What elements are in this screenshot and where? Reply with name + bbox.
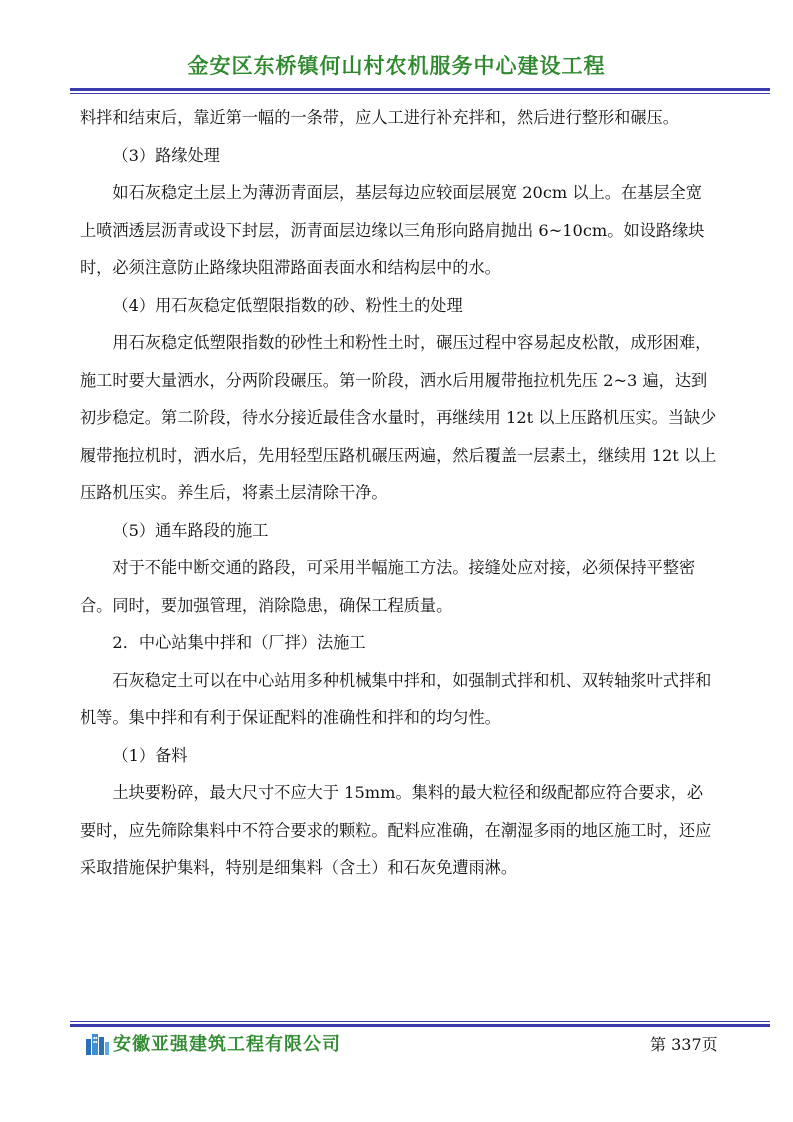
body-paragraph: 石灰稳定土可以在中心站用多种机械集中拌和，如强制式拌和机、双转轴浆叶式拌和机等。集中拌和有利于保证配料的准确性和拌和的均匀性。 [80,670,712,727]
body-paragraph: （3）路缘处理 [112,145,220,165]
body-paragraph: 料拌和结束后，靠近第一幅的一条带，应人工进行补充拌和，然后进行整形和碾压。 [80,108,679,127]
page-number: 第 337页 [650,1035,718,1054]
header-rule-thick [70,88,770,91]
body-paragraph: （1）备料 [112,745,188,765]
body-paragraph: （4）用石灰稳定低塑限指数的砂、粉性土的处理 [112,295,463,315]
body-paragraph: 用石灰稳定低塑限指数的砂性土和粉性土时，碾压过程中容易起皮松散，成形困难，施工时要大量洒水，分两阶段碾压。第一阶段，洒水后用履带拖拉机先压 2~3 遍，达到初步稳定。第二阶段，待水分接近最佳含水量时，再继续用 12t 以上压路机压实。当缺少履带拖拉机时，洒水后，先用轻型压路机碾压两遍，然后覆盖一层素土，继续用 12t 以上压路机压实。养生后，将素土层清除干净。 [80,333,717,502]
header-rule-thin [70,93,770,94]
body-paragraph: （5）通车路段的施工 [112,520,269,540]
body-paragraph: 2．中心站集中拌和（厂拌）法施工 [112,633,366,652]
footer-rule-thick [70,1024,770,1027]
footer-company-name: 安徽亚强建筑工程有限公司 [113,1034,341,1055]
body-paragraph: 土块要粉碎，最大尺寸不应大于 15mm。集料的最大粒径和级配都应符合要求，必要时，应先筛除集料中不符合要求的颗粒。配料应准确，在潮湿多雨的地区施工时，还应采取措施保护集料，特别是细集料（含土）和石灰免遭雨淋。 [80,783,712,877]
document-body [80,99,718,887]
body-paragraph: 如石灰稳定土层上为薄沥青面层，基层每边应较面层展宽 20cm 以上。在基层全宽上喷洒透层沥青或设下封层，沥青面层边缘以三角形向路肩抛出 6~10cm。如设路缘块时，必须注意防止路缘块阻滞路面表面水和结构层中的水。 [80,183,705,277]
body-paragraph: 对于不能中断交通的路段，可采用半幅施工方法。接缝处应对接，必须保持平整密合。同时，要加强管理，消除隐患，确保工程质量。 [80,558,696,615]
company-logo-icon [84,1031,110,1055]
footer-rule-thin [70,1021,770,1022]
page-header-title: 金安区东桥镇何山村农机服务中心建设工程 [187,54,606,78]
